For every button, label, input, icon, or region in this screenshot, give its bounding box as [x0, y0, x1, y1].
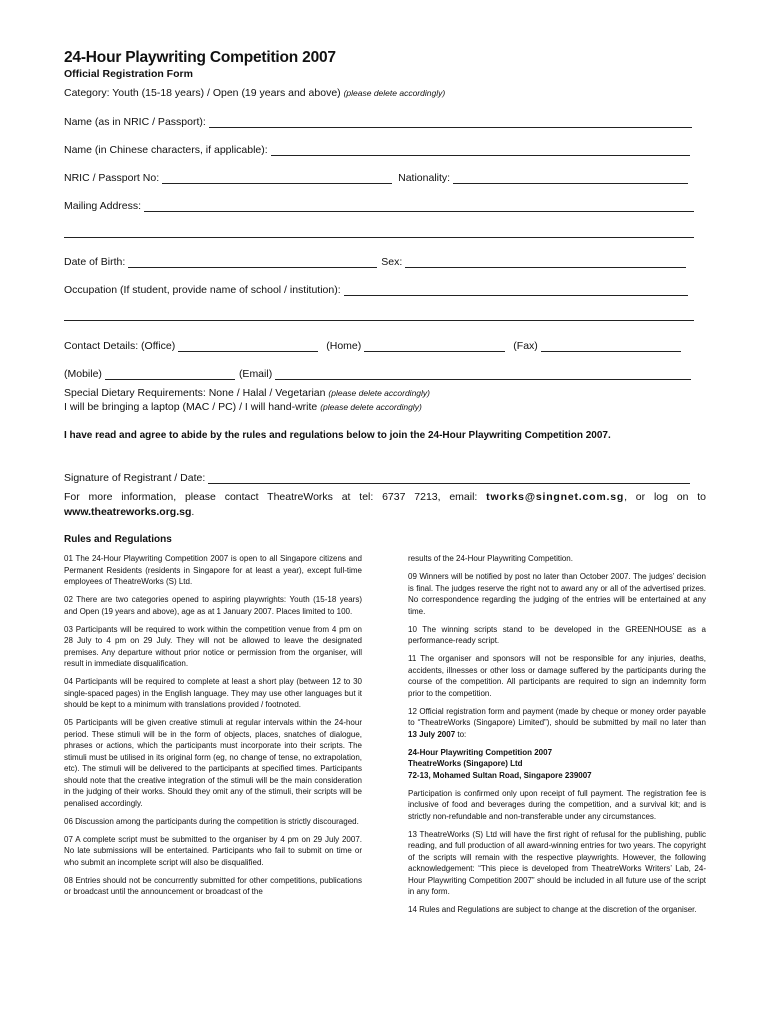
nric-nationality-row: [64, 170, 688, 184]
name-chinese-label: Name (in Chinese characters, if applicable):: [64, 144, 268, 156]
occupation-field[interactable]: [64, 282, 688, 296]
rule-11: 11 The organiser and sponsors will not be responsible for any injuries, deaths, accidents, illnesses or other loss or damage suffered by the participants during the course of the competition. All participants are required to sign an indemnity form prior to the competition.: [408, 654, 706, 698]
category-note: (please delete accordingly): [343, 88, 446, 98]
mailing-address-line[interactable]: [144, 200, 694, 212]
address-line-1: 24-Hour Playwriting Competition 2007: [408, 747, 553, 757]
dob-line[interactable]: [128, 256, 377, 268]
contact-details-row: [64, 338, 681, 352]
rule-04: 04 Participants will be required to complete at least a short play (between 12 to 30 single-spaced pages) in the English language. They may use other languages but it should be kept to a minimum with translations provided / footnoted.: [64, 677, 362, 709]
signature-line[interactable]: [208, 472, 690, 484]
mobile-label: (Mobile): [64, 368, 102, 380]
rule-13: 13 TheatreWorks (S) Ltd will have the first right of refusal for the publishing, public reading, and full production of all award-winning entries for two years. The copyright of the scripts will remain with the respective playwrights. However, the following acknowledgement: “This piece is developed from TheatreWorks Writers’ Lab, 24-Hour Playwriting Competition 2007” should be included in all future use of the script in any form.: [408, 829, 706, 896]
sex-label: Sex:: [381, 256, 403, 268]
rule-09: 09 Winners will be notified by post no later than October 2007. The judges’ decision is final. The judges reserve the right not to award any or all of the advertised prizes. No correspondence regarding the judging of the entries will be entertained at any time.: [408, 572, 706, 616]
contact-email-link[interactable]: tworks@singnet.com.sg: [486, 491, 625, 503]
name-chinese-field[interactable]: [64, 142, 690, 156]
signature-label: Signature of Registrant / Date:: [64, 472, 206, 484]
fax-line[interactable]: [541, 340, 681, 352]
rule-14: 14 Rules and Regulations are subject to change at the discretion of the organiser.: [408, 905, 697, 914]
rule-08: 08 Entries should not be concurrently submitted for other competitions, publications or broadcast until the announcement or broadcast of the: [64, 875, 362, 896]
mailing-address-block: [408, 747, 706, 782]
rule-12-text: 12 Official registration form and payment (made by cheque or money order payable to “TheatreWorks (Singapore) Limited”), should be submitted by mail no later than: [408, 706, 706, 727]
mailing-address-label: Mailing Address:: [64, 200, 142, 212]
nric-label: NRIC / Passport No:: [64, 172, 160, 184]
occupation-label: Occupation (If student, provide name of school / institution):: [64, 284, 341, 296]
rule-03: 03 Participants will be required to work within the competition venue from 4 pm on 28 July to 4 pm on 29 July. They will not be allowed to leave the designated premises. Any departure without prior notice or permission from the organiser, will result in immediate disqualification.: [64, 624, 362, 668]
rule-10: 10 The winning scripts stand to be developed in the GREENHOUSE as a performance-ready script.: [408, 624, 706, 645]
name-nric-label: Name (as in NRIC / Passport):: [64, 116, 206, 128]
category-label: Category: Youth (15-18 years) / Open (19 years and above): [64, 87, 341, 99]
name-nric-line[interactable]: [209, 116, 692, 128]
rule-01: 01 The 24-Hour Playwriting Competition 2007 is open to all Singapore citizens and Permanent Residents (residents in Singapore for at least a year), except full-time employees of TheatreWorks (S) Ltd.: [64, 554, 362, 586]
contact-text: For more information, please contact TheatreWorks at tel: 6737 7213, email:: [64, 491, 487, 503]
dob-sex-row: [64, 254, 686, 268]
laptop-line: [64, 401, 422, 413]
rule-12-end: to:: [455, 729, 467, 739]
rule-12: [408, 706, 706, 741]
contact-mid: , or log on to: [624, 491, 707, 503]
address-line-3: 72-13, Mohamed Sultan Road, Singapore 239007: [408, 770, 592, 780]
nationality-line[interactable]: [453, 172, 688, 184]
website-link[interactable]: www.theatreworks.org.sg: [64, 506, 192, 518]
dietary-label: Special Dietary Requirements: None / Halal / Vegetarian: [64, 387, 326, 399]
rule-05: 05 Participants will be given creative stimuli at regular intervals within the 24-hour period. These stimuli will be in the form of objects, places, snatches of dialogue, phrases or actions, which the participants must incorporate into their scripts. The stimuli must be utilised in its original form (eg, no change of tense, no extrapolation, etc). The stimuli will be delivered to the participants at specified times. Participants should note that the creative integration of the stimuli will be the main consideration in the judging of their works. Should they omit any of the stimuli, their scripts will be penalised accordingly.: [64, 718, 362, 808]
rule-02: 02 There are two categories opened to aspiring playwrights: Youth (15-18 years) and Open (19 years and above), age as at 1 January 2007. Places limited to 100.: [64, 595, 362, 616]
mailing-address-line-2[interactable]: [64, 237, 694, 238]
office-line[interactable]: [178, 340, 318, 352]
laptop-label: I will be bringing a laptop (MAC / PC) / I will hand-write: [64, 401, 318, 413]
rules-column-right: [408, 553, 706, 922]
name-chinese-line[interactable]: [271, 144, 690, 156]
address-line-2: TheatreWorks (Singapore) Ltd: [408, 759, 523, 768]
page-title: 24-Hour Playwriting Competition 2007: [64, 49, 336, 66]
dob-label: Date of Birth:: [64, 256, 126, 268]
mobile-line[interactable]: [105, 368, 235, 380]
sex-line[interactable]: [405, 256, 686, 268]
nationality-label: Nationality:: [398, 172, 451, 184]
signature-field[interactable]: [64, 470, 690, 484]
home-label: (Home): [326, 340, 362, 352]
occupation-line-2[interactable]: [64, 320, 694, 321]
mobile-email-row: [64, 366, 691, 380]
contact-end: .: [191, 506, 195, 518]
form-subtitle: Official Registration Form: [64, 68, 193, 80]
rule-08-continued: results of the 24-Hour Playwriting Competition.: [408, 554, 573, 563]
category-line: [64, 87, 445, 99]
laptop-note: (please delete accordingly): [320, 402, 422, 412]
rules-heading: Rules and Regulations: [64, 534, 172, 545]
rule-12-date: 13 July 2007: [408, 729, 456, 739]
name-nric-field[interactable]: [64, 114, 692, 128]
rule-06: 06 Discussion among the participants during the competition is strictly discouraged.: [64, 816, 359, 826]
nric-line[interactable]: [162, 172, 392, 184]
fax-label: (Fax): [513, 340, 538, 352]
agree-statement: I have read and agree to abide by the rules and regulations below to join the 24-Hour Playwriting Competition 2007.: [64, 430, 611, 441]
office-label: Contact Details: (Office): [64, 340, 176, 352]
rules-column-left: [64, 553, 362, 904]
occupation-line[interactable]: [344, 284, 688, 296]
mailing-address-field[interactable]: [64, 198, 694, 212]
participation-note: Participation is confirmed only upon receipt of full payment. The registration fee is inclusive of food and beverages during the competition, and a survival kit; and is strictly non-refundable and non-transferable under any circumstances.: [408, 788, 706, 821]
home-line[interactable]: [364, 340, 505, 352]
rule-07: 07 A complete script must be submitted to the organiser by 4 pm on 29 July 2007. No late submissions will be entertained. Participants who fail to submit on time or who submit an incomplete script will also be disqualified.: [64, 834, 362, 867]
dietary-line: [64, 387, 430, 399]
email-line[interactable]: [275, 368, 691, 380]
contact-info: [64, 490, 706, 520]
dietary-note: (please delete accordingly): [328, 388, 430, 398]
email-label: (Email): [238, 368, 273, 380]
